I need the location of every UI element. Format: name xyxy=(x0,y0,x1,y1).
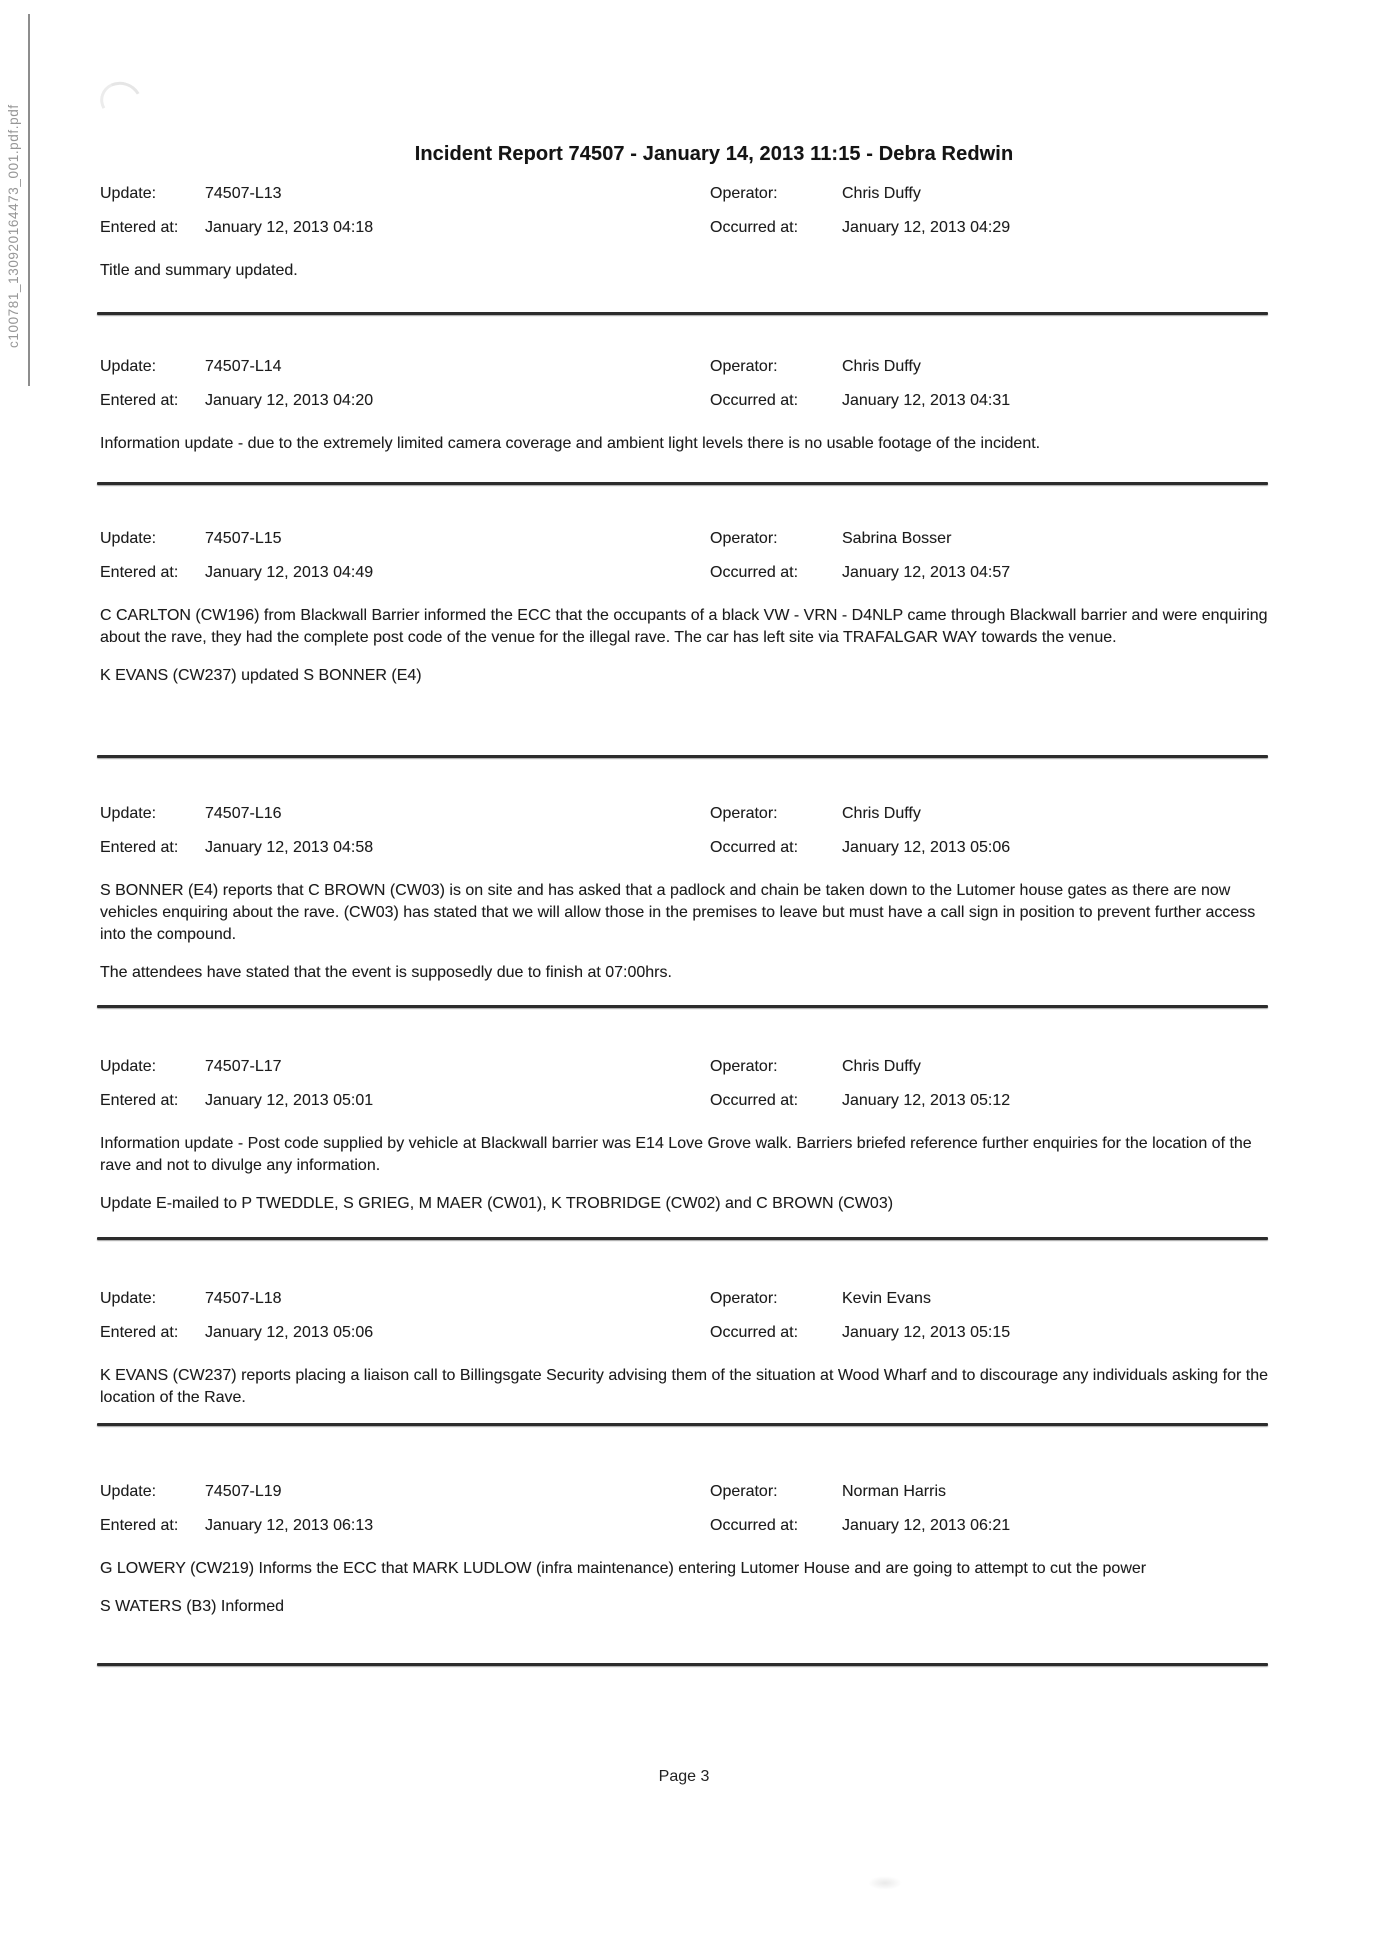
occurred-at-label: Occurred at: xyxy=(710,1517,799,1534)
occurred-at-label: Occurred at: xyxy=(710,564,799,581)
operator-label: Operator: xyxy=(710,530,778,547)
operator-value: Chris Duffy xyxy=(842,358,921,375)
update-label: Update: xyxy=(100,530,157,547)
operator-value: Chris Duffy xyxy=(842,805,921,822)
update-id-value: 74507-L14 xyxy=(205,358,282,375)
update-id-value: 74507-L19 xyxy=(205,1483,282,1500)
entered-at-label: Entered at: xyxy=(100,219,179,236)
entered-at-value: January 12, 2013 04:49 xyxy=(205,564,374,581)
page-title: Incident Report 74507 - January 14, 2013 11:15 - Debra Redwin xyxy=(414,143,1014,165)
update-id-value: 74507-L16 xyxy=(205,805,282,822)
operator-value: Sabrina Bosser xyxy=(842,530,952,547)
entered-at-label: Entered at: xyxy=(100,564,179,581)
scan-gutter-line xyxy=(28,14,30,386)
update-id-value: 74507-L13 xyxy=(205,185,282,202)
entry-header-row xyxy=(100,804,1268,824)
entry-header-row xyxy=(100,1516,1268,1536)
operator-label: Operator: xyxy=(710,1058,778,1075)
entered-at-label: Entered at: xyxy=(100,839,179,856)
page-number: Page 3 xyxy=(658,1768,710,1785)
update-label: Update: xyxy=(100,358,157,375)
entry-header-row xyxy=(100,838,1268,858)
entry-header-row xyxy=(100,1057,1268,1077)
occurred-at-value: January 12, 2013 04:31 xyxy=(842,392,1011,409)
operator-label: Operator: xyxy=(710,358,778,375)
incident-update-entry xyxy=(100,184,1268,282)
section-divider xyxy=(97,1237,1268,1240)
entered-at-value: January 12, 2013 05:01 xyxy=(205,1092,374,1109)
entry-header-row xyxy=(100,529,1268,549)
update-label: Update: xyxy=(100,185,157,202)
operator-value: Chris Duffy xyxy=(842,185,921,202)
section-divider xyxy=(97,1005,1268,1008)
operator-label: Operator: xyxy=(710,805,778,822)
entered-at-value: January 12, 2013 06:13 xyxy=(205,1517,374,1534)
occurred-at-label: Occurred at: xyxy=(710,392,799,409)
scan-artifact xyxy=(95,76,147,125)
operator-value: Chris Duffy xyxy=(842,1058,921,1075)
entry-paragraph: C CARLTON (CW196) from Blackwall Barrier informed the ECC that the occupants of a black VW - VRN - D4NLP came through Blackwall barrier and were enquiring about the rave, they had the complete post code of the venue for the illegal rave. The car has left site via TRAFALGAR WAY towards the venue. xyxy=(100,607,1268,646)
update-id-value: 74507-L18 xyxy=(205,1290,282,1307)
operator-label: Operator: xyxy=(710,1483,778,1500)
update-label: Update: xyxy=(100,1483,157,1500)
entry-paragraph: G LOWERY (CW219) Informs the ECC that MARK LUDLOW (infra maintenance) entering Lutomer House and are going to attempt to cut the power xyxy=(100,1560,1147,1577)
occurred-at-label: Occurred at: xyxy=(710,219,799,236)
occurred-at-value: January 12, 2013 04:29 xyxy=(842,219,1011,236)
entry-header-row xyxy=(100,563,1268,583)
entry-paragraph: Title and summary updated. xyxy=(100,262,298,279)
incident-update-entry xyxy=(100,1289,1268,1409)
incident-update-entry xyxy=(100,529,1268,687)
entered-at-label: Entered at: xyxy=(100,1092,179,1109)
incident-update-entry xyxy=(100,357,1268,455)
incident-update-entry xyxy=(100,804,1268,984)
entry-paragraph: Information update - Post code supplied by vehicle at Blackwall barrier was E14 Love Grove walk. Barriers briefed reference further enquiries for the location of the rave and not to divulge any information. xyxy=(100,1135,1252,1174)
entry-header-row xyxy=(100,1323,1268,1343)
entry-paragraph: S WATERS (B3) Informed xyxy=(100,1598,285,1615)
entry-header-row xyxy=(100,1091,1268,1111)
occurred-at-label: Occurred at: xyxy=(710,1092,799,1109)
operator-label: Operator: xyxy=(710,1290,778,1307)
incident-update-entry xyxy=(100,1482,1268,1618)
entry-header-row xyxy=(100,1289,1268,1309)
entered-at-value: January 12, 2013 05:06 xyxy=(205,1324,374,1341)
update-id-value: 74507-L17 xyxy=(205,1058,282,1075)
entered-at-value: January 12, 2013 04:18 xyxy=(205,219,374,236)
incident-update-entry xyxy=(100,1057,1268,1215)
update-label: Update: xyxy=(100,805,157,822)
entry-header-row xyxy=(100,391,1268,411)
entry-paragraph: Information update - due to the extremely limited camera coverage and ambient light levels there is no usable footage of the incident. xyxy=(100,435,1041,452)
update-label: Update: xyxy=(100,1290,157,1307)
occurred-at-label: Occurred at: xyxy=(710,839,799,856)
scan-artifact xyxy=(868,1876,902,1890)
operator-value: Kevin Evans xyxy=(842,1290,931,1307)
entry-paragraph: Update E-mailed to P TWEDDLE, S GRIEG, M MAER (CW01), K TROBRIDGE (CW02) and C BROWN (CW03) xyxy=(100,1195,894,1212)
entered-at-label: Entered at: xyxy=(100,392,179,409)
occurred-at-value: January 12, 2013 04:57 xyxy=(842,564,1011,581)
update-label: Update: xyxy=(100,1058,157,1075)
occurred-at-label: Occurred at: xyxy=(710,1324,799,1341)
entry-paragraph: K EVANS (CW237) reports placing a liaison call to Billingsgate Security advising them of the situation at Wood Wharf and to discourage any individuals asking for the location of the Rave. xyxy=(100,1367,1269,1406)
occurred-at-value: January 12, 2013 05:15 xyxy=(842,1324,1011,1341)
operator-value: Norman Harris xyxy=(842,1483,947,1500)
entered-at-label: Entered at: xyxy=(100,1324,179,1341)
operator-label: Operator: xyxy=(710,185,778,202)
sidebar-filename-text: c100781_130920164473_001.pdf.pdf xyxy=(6,104,21,348)
entry-header-row xyxy=(100,184,1268,204)
section-divider xyxy=(97,755,1268,758)
entry-header-row xyxy=(100,357,1268,377)
section-divider xyxy=(97,312,1268,315)
entry-paragraph: K EVANS (CW237) updated S BONNER (E4) xyxy=(100,667,422,684)
entry-paragraph: The attendees have stated that the event is supposedly due to finish at 07:00hrs. xyxy=(100,964,672,981)
entered-at-label: Entered at: xyxy=(100,1517,179,1534)
section-divider xyxy=(97,1423,1268,1426)
section-divider xyxy=(97,482,1268,485)
occurred-at-value: January 12, 2013 05:12 xyxy=(842,1092,1011,1109)
occurred-at-value: January 12, 2013 06:21 xyxy=(842,1517,1011,1534)
entry-header-row xyxy=(100,218,1268,238)
section-divider xyxy=(97,1663,1268,1666)
entered-at-value: January 12, 2013 04:20 xyxy=(205,392,374,409)
occurred-at-value: January 12, 2013 05:06 xyxy=(842,839,1011,856)
entry-paragraph: S BONNER (E4) reports that C BROWN (CW03) is on site and has asked that a padlock and chain be taken down to the Lutomer house gates as there are now vehicles enquiring about the rave. (CW03) has stated that we will allow those in the premises to leave but must have a call sign in position to prevent further access into the compound. xyxy=(100,882,1256,943)
entry-header-row xyxy=(100,1482,1268,1502)
entered-at-value: January 12, 2013 04:58 xyxy=(205,839,374,856)
update-id-value: 74507-L15 xyxy=(205,530,282,547)
